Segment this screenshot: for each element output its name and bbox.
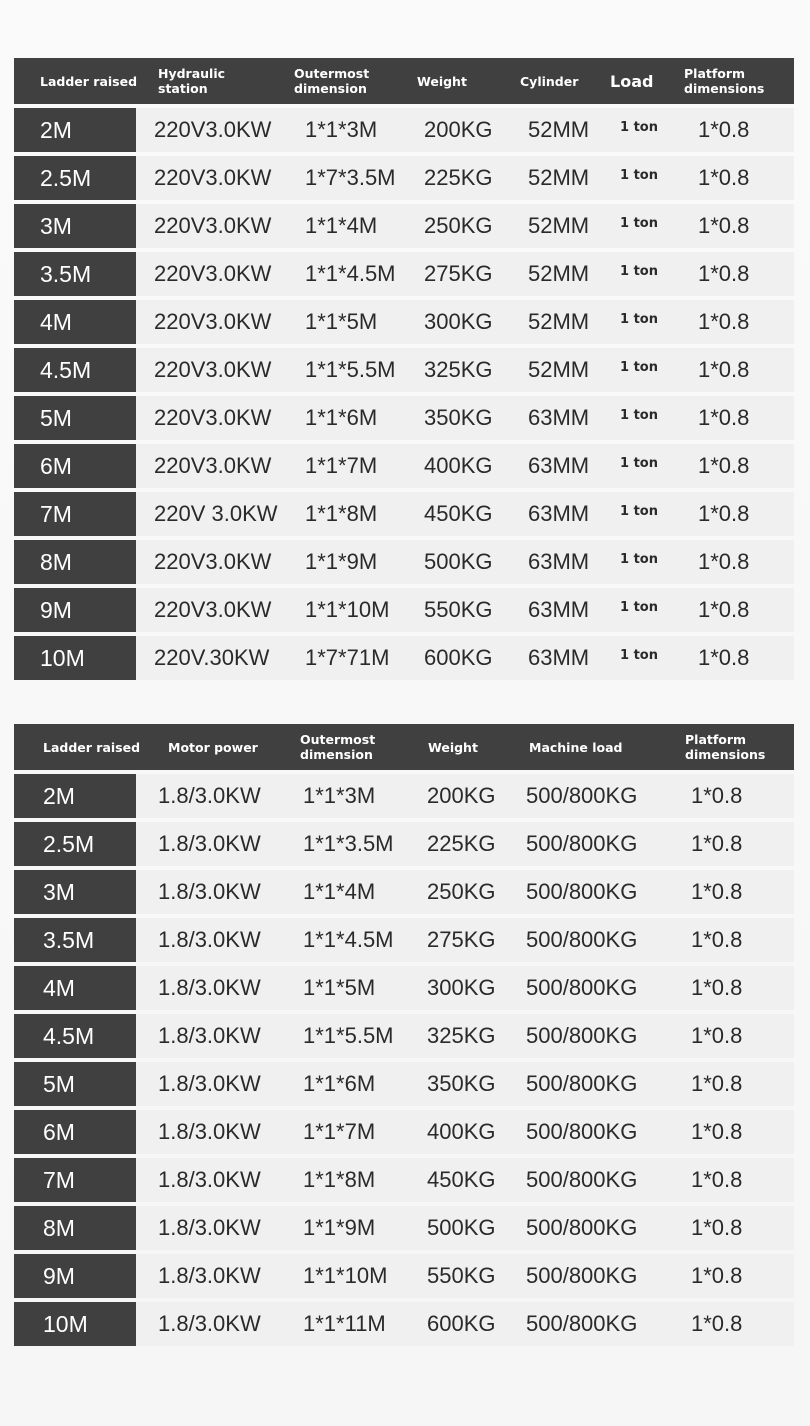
table-row [14,1158,794,1202]
cell-machine-load: 500/800KG [526,1167,638,1192]
table-row [14,870,794,914]
row-height-label: 5M [14,1062,136,1106]
cell-outermost-dimension: 1*1*5.5M [303,1023,394,1048]
row-height-label: 3M [14,870,136,914]
cell-motor-power: 1.8/3.0KW [158,927,261,952]
cell-cylinder: 63MM [528,453,590,478]
cell-cylinder: 52MM [528,357,590,382]
cell-outermost-dimension: 1*1*6M [305,405,378,430]
cell-weight: 400KG [427,1119,496,1144]
cell-outermost-dimension: 1*7*3.5M [305,165,396,190]
cell-platform-dimensions: 1*0.8 [691,1119,743,1144]
cell-weight: 275KG [427,927,496,952]
cell-outermost-dimension: 1*1*5M [303,975,376,1000]
cell-outermost-dimension: 1*7*71M [305,645,390,670]
cell-outermost-dimension: 1*1*7M [303,1119,376,1144]
cell-platform-dimensions: 1*0.8 [698,213,750,238]
row-height-label: 2M [14,774,136,818]
cell-machine-load: 500/800KG [526,975,638,1000]
cell-platform-dimensions: 1*0.8 [691,831,743,856]
cell-hydraulic-station: 220V3.0KW [154,357,272,382]
row-height-label: 9M [14,1254,136,1298]
cell-motor-power: 1.8/3.0KW [158,1119,261,1144]
row-height-label: 2M [14,108,136,152]
cell-platform-dimensions: 1*0.8 [698,357,750,382]
cell-motor-power: 1.8/3.0KW [158,975,261,1000]
cell-hydraulic-station: 220V3.0KW [154,213,272,238]
row-height-label: 9M [14,588,136,632]
cell-weight: 550KG [424,597,493,622]
cell-cylinder: 63MM [528,597,590,622]
cell-hydraulic-station: 220V.30KW [154,645,270,670]
cell-load: 1 ton [620,312,658,327]
cell-outermost-dimension: 1*1*7M [305,453,378,478]
cell-platform-dimensions: 1*0.8 [691,1263,743,1288]
table-row [14,1062,794,1106]
cell-machine-load: 500/800KG [526,1071,638,1096]
header-platform-dimensions: Platform dimensions [684,66,765,96]
cell-platform-dimensions: 1*0.8 [691,1167,743,1192]
cell-cylinder: 52MM [528,213,590,238]
header-weight: Weight [428,739,478,755]
cell-weight: 200KG [427,783,496,808]
cell-outermost-dimension: 1*1*11M [303,1311,386,1336]
table-row [14,1110,794,1154]
cell-machine-load: 500/800KG [526,831,638,856]
table-row [14,774,794,818]
row-height-label: 7M [14,1158,136,1202]
cell-cylinder: 63MM [528,405,590,430]
cell-weight: 600KG [427,1311,496,1336]
table-row [14,108,794,152]
row-height-label: 8M [14,1206,136,1250]
cell-platform-dimensions: 1*0.8 [698,645,750,670]
cell-weight: 350KG [424,405,493,430]
row-height-label: 3.5M [14,918,136,962]
cell-platform-dimensions: 1*0.8 [698,453,750,478]
cell-machine-load: 500/800KG [526,1215,638,1240]
cell-platform-dimensions: 1*0.8 [698,117,750,142]
cell-load: 1 ton [620,456,658,471]
cell-platform-dimensions: 1*0.8 [691,975,743,1000]
cell-load: 1 ton [620,216,658,231]
cell-load: 1 ton [620,648,658,663]
cell-outermost-dimension: 1*1*4.5M [303,927,394,952]
cell-platform-dimensions: 1*0.8 [691,1311,743,1336]
cell-hydraulic-station: 220V3.0KW [154,309,272,334]
cell-hydraulic-station: 220V3.0KW [154,597,272,622]
cell-weight: 350KG [427,1071,496,1096]
header-motor-power: Motor power [168,739,258,755]
cell-cylinder: 63MM [528,645,590,670]
cell-weight: 550KG [427,1263,496,1288]
cell-machine-load: 500/800KG [526,1119,638,1144]
table-row [14,348,794,392]
cell-platform-dimensions: 1*0.8 [691,1023,743,1048]
table-header [14,58,794,104]
row-height-label: 3.5M [14,252,136,296]
cell-platform-dimensions: 1*0.8 [698,405,750,430]
table-row [14,444,794,488]
table-row [14,156,794,200]
cell-platform-dimensions: 1*0.8 [698,549,750,574]
cell-outermost-dimension: 1*1*4M [305,213,378,238]
cell-machine-load: 500/800KG [526,1263,638,1288]
table-row [14,822,794,866]
cell-hydraulic-station: 220V3.0KW [154,405,272,430]
row-height-label: 7M [14,492,136,536]
cell-machine-load: 500/800KG [526,879,638,904]
cell-load: 1 ton [620,264,658,279]
cell-cylinder: 63MM [528,549,590,574]
cell-machine-load: 500/800KG [526,1023,638,1048]
cell-motor-power: 1.8/3.0KW [158,783,261,808]
table-row [14,300,794,344]
table-row [14,636,794,680]
cell-platform-dimensions: 1*0.8 [691,783,743,808]
header-outermost-dimension: Outermost dimension [300,732,376,762]
cell-platform-dimensions: 1*0.8 [691,879,743,904]
table-body [14,774,794,1346]
row-height-label: 4M [14,300,136,344]
cell-cylinder: 52MM [528,117,590,142]
row-height-label: 2.5M [14,822,136,866]
cell-hydraulic-station: 220V 3.0KW [154,501,278,526]
cell-weight: 325KG [424,357,493,382]
table-row [14,396,794,440]
cell-hydraulic-station: 220V3.0KW [154,165,272,190]
cell-outermost-dimension: 1*1*8M [303,1167,376,1192]
cell-hydraulic-station: 220V3.0KW [154,117,272,142]
header-outermost-dimension: Outermost dimension [294,66,370,96]
table-row [14,1254,794,1298]
cell-load: 1 ton [620,120,658,135]
cell-cylinder: 63MM [528,501,590,526]
cell-motor-power: 1.8/3.0KW [158,879,261,904]
row-height-label: 10M [14,636,136,680]
cell-cylinder: 52MM [528,261,590,286]
header-cylinder: Cylinder [520,73,579,89]
cell-outermost-dimension: 1*1*8M [305,501,378,526]
row-height-label: 4.5M [14,348,136,392]
table-row [14,966,794,1010]
table-row [14,1014,794,1058]
table-row [14,492,794,536]
cell-platform-dimensions: 1*0.8 [691,1215,743,1240]
row-height-label: 2.5M [14,156,136,200]
cell-weight: 200KG [424,117,493,142]
cell-motor-power: 1.8/3.0KW [158,1023,261,1048]
cell-weight: 225KG [424,165,493,190]
cell-platform-dimensions: 1*0.8 [691,927,743,952]
cell-hydraulic-station: 220V3.0KW [154,261,272,286]
cell-weight: 500KG [424,549,493,574]
cell-outermost-dimension: 1*1*4.5M [305,261,396,286]
cell-weight: 500KG [427,1215,496,1240]
cell-machine-load: 500/800KG [526,927,638,952]
cell-motor-power: 1.8/3.0KW [158,1263,261,1288]
cell-weight: 450KG [424,501,493,526]
header-weight: Weight [417,73,467,89]
cell-cylinder: 52MM [528,309,590,334]
cell-hydraulic-station: 220V3.0KW [154,549,272,574]
cell-weight: 250KG [427,879,496,904]
cell-platform-dimensions: 1*0.8 [698,261,750,286]
cell-weight: 300KG [427,975,496,1000]
cell-load: 1 ton [620,360,658,375]
header-hydraulic-station: Hydraulic station [158,66,226,96]
cell-weight: 325KG [427,1023,496,1048]
cell-outermost-dimension: 1*1*10M [303,1263,388,1288]
cell-weight: 600KG [424,645,493,670]
row-height-label: 5M [14,396,136,440]
table-row [14,252,794,296]
cell-load: 1 ton [620,552,658,567]
cell-outermost-dimension: 1*1*3.5M [303,831,394,856]
cell-weight: 250KG [424,213,493,238]
cell-weight: 400KG [424,453,493,478]
row-height-label: 3M [14,204,136,248]
cell-platform-dimensions: 1*0.8 [698,597,750,622]
table-row [14,1206,794,1250]
header-ladder-raised: Ladder raised [40,73,138,89]
cell-weight: 300KG [424,309,493,334]
header-load: Load [610,71,654,91]
cell-outermost-dimension: 1*1*6M [303,1071,376,1096]
row-height-label: 10M [14,1302,136,1346]
cell-platform-dimensions: 1*0.8 [698,165,750,190]
cell-outermost-dimension: 1*1*5.5M [305,357,396,382]
cell-platform-dimensions: 1*0.8 [691,1071,743,1096]
row-height-label: 8M [14,540,136,584]
cell-motor-power: 1.8/3.0KW [158,1311,261,1336]
cell-motor-power: 1.8/3.0KW [158,1215,261,1240]
cell-load: 1 ton [620,408,658,423]
cell-outermost-dimension: 1*1*5M [305,309,378,334]
cell-platform-dimensions: 1*0.8 [698,309,750,334]
cell-outermost-dimension: 1*1*9M [305,549,378,574]
cell-motor-power: 1.8/3.0KW [158,1071,261,1096]
table-row [14,540,794,584]
cell-outermost-dimension: 1*1*3M [303,783,376,808]
cell-platform-dimensions: 1*0.8 [698,501,750,526]
header-platform-dimensions: Platform dimensions [685,732,766,762]
row-height-label: 4.5M [14,1014,136,1058]
cell-load: 1 ton [620,168,658,183]
table-row [14,918,794,962]
cell-load: 1 ton [620,600,658,615]
cell-machine-load: 500/800KG [526,1311,638,1336]
table-row [14,204,794,248]
cell-weight: 225KG [427,831,496,856]
cell-outermost-dimension: 1*1*10M [305,597,390,622]
table-header [14,724,794,770]
cell-weight: 450KG [427,1167,496,1192]
cell-hydraulic-station: 220V3.0KW [154,453,272,478]
table-body [14,108,794,680]
cell-outermost-dimension: 1*1*4M [303,879,376,904]
motor-spec-table [14,724,794,1346]
cell-outermost-dimension: 1*1*3M [305,117,378,142]
cell-cylinder: 52MM [528,165,590,190]
row-height-label: 6M [14,1110,136,1154]
cell-machine-load: 500/800KG [526,783,638,808]
header-ladder-raised: Ladder raised [43,739,141,755]
cell-motor-power: 1.8/3.0KW [158,831,261,856]
row-height-label: 4M [14,966,136,1010]
hydraulic-spec-table [14,58,794,680]
cell-weight: 275KG [424,261,493,286]
cell-motor-power: 1.8/3.0KW [158,1167,261,1192]
table-row [14,588,794,632]
cell-outermost-dimension: 1*1*9M [303,1215,376,1240]
header-machine-load: Machine load [529,739,623,755]
row-height-label: 6M [14,444,136,488]
cell-load: 1 ton [620,504,658,519]
table-row [14,1302,794,1346]
